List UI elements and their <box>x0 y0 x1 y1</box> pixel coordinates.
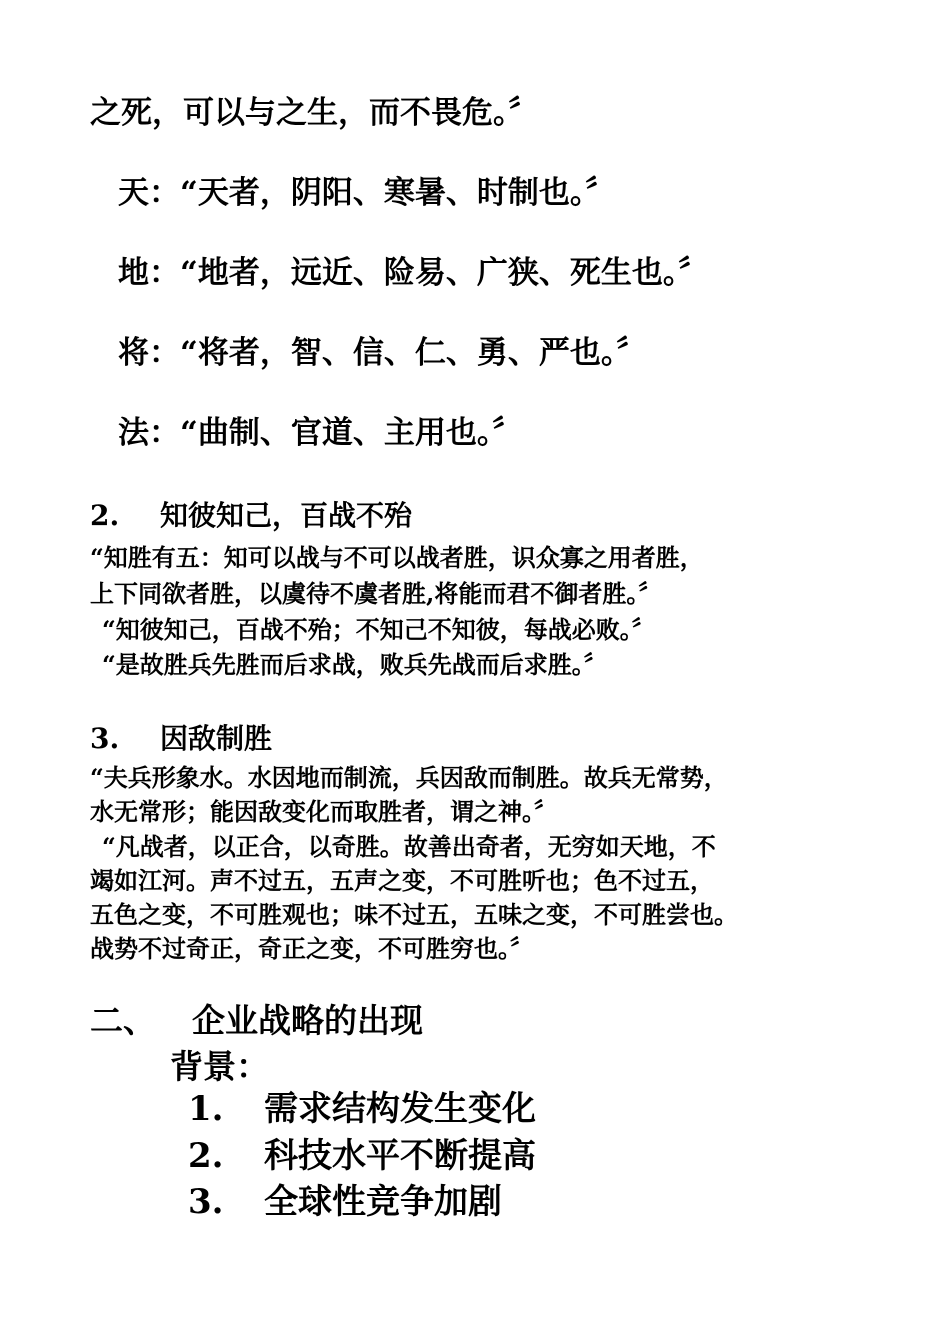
item-di: 地：“地者，远近、险易、广狭、死生也。〞 <box>118 255 710 291</box>
section2-line-3: “知彼知己，百战不殆；不知己不知彼，每战必败。〞 <box>102 615 656 644</box>
background-item-2 <box>188 1136 536 1176</box>
section2-heading <box>90 499 413 532</box>
section2-number: 2. <box>90 499 120 532</box>
section2-line-4: “是故胜兵先胜而后求战，败兵先战而后求胜。〞 <box>102 650 608 679</box>
background-item-3 <box>188 1182 502 1222</box>
background-item-3-text: 全球性竞争加剧 <box>264 1182 502 1222</box>
section3-line-3: “凡战者，以正合，以奇胜。故善出奇者，无穷如天地，不 <box>102 832 716 861</box>
section3-number: 3. <box>90 722 120 755</box>
section3-line-1: “夫兵形象水。水因地而制流，兵因敌而制胜。故兵无常势， <box>90 763 728 792</box>
section2-line-2: 上下同欲者胜，以虞待不虞者胜,将能而君不御者胜。〞 <box>90 579 663 608</box>
background-item-2-number: 2. <box>188 1136 224 1176</box>
item-tian: 天：“天者，阴阳、寒暑、时制也。〞 <box>118 175 617 211</box>
background-item-2-text: 科技水平不断提高 <box>264 1136 536 1176</box>
chapter2-subtitle: 背景： <box>170 1047 269 1086</box>
chapter2-heading <box>90 1001 423 1040</box>
item-fa: 法：“曲制、官道、主用也。〞 <box>118 415 524 451</box>
chapter2-number: 二、 <box>90 1001 156 1040</box>
chapter2-title: 企业战略的出现 <box>192 1001 423 1040</box>
background-item-1-text: 需求结构发生变化 <box>264 1089 536 1129</box>
section3-line-4: 竭如江河。声不过五，五声之变，不可胜听也；色不过五， <box>90 866 714 895</box>
background-item-1 <box>188 1089 536 1129</box>
section3-line-6: 战势不过奇正，奇正之变，不可胜穷也。〞 <box>90 934 534 963</box>
section3-title: 因敌制胜 <box>160 722 273 755</box>
intro-tail-line: 之死，可以与之生，而不畏危。〞 <box>90 95 540 131</box>
section3-line-5: 五色之变，不可胜观也；味不过五，五味之变，不可胜尝也。 <box>90 900 738 929</box>
section3-line-2: 水无常形；能因敌变化而取胜者，谓之神。〞 <box>90 797 558 826</box>
background-item-1-number: 1. <box>188 1089 224 1129</box>
background-item-3-number: 3. <box>188 1182 224 1222</box>
section3-heading <box>90 722 273 755</box>
section2-title: 知彼知己，百战不殆 <box>160 499 413 532</box>
item-jiang: 将：“将者，智、信、仁、勇、严也。〞 <box>118 335 648 371</box>
section2-line-1: “知胜有五：知可以战与不可以战者胜，识众寡之用者胜， <box>90 543 704 572</box>
